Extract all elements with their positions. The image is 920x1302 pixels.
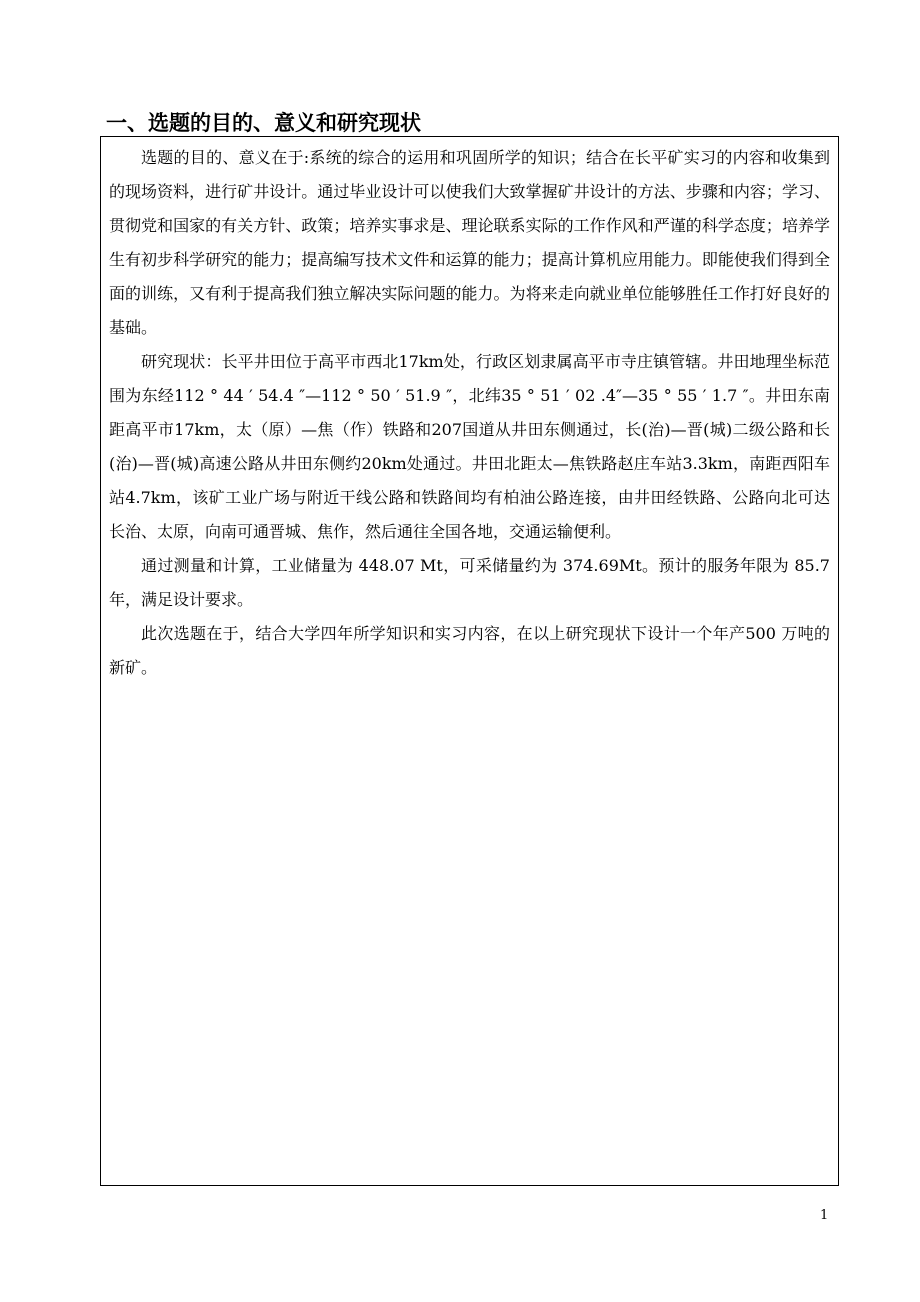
paragraph-purpose: 选题的目的、意义在于:系统的综合的运用和巩固所学的知识；结合在长平矿实习的内容和收集到的现场资料，进行矿井设计。通过毕业设计可以使我们大致掌握矿井设计的方法、步骤和内容；学习、贯彻党和国家的有关方针、政策；培养实事求是、理论联系实际的工作作风和严谨的科学态度；培养学生有初步科学研究的能力；提高编写技术文件和运算的能力；提高计算机应用能力。即能使我们得到全面的训练，又有利于提高我们独立解决实际问题的能力。为将来走向就业单位能够胜任工作打好良好的基础。 [109,148,830,337]
section-heading: 一、选题的目的、意义和研究现状 [106,111,421,135]
paragraph-design-goal: 此次选题在于，结合大学四年所学知识和实习内容，在以上研究现状下设计一个年产500 万吨的新矿。 [109,624,830,677]
paragraph-reserves: 通过测量和计算，工业储量为 448.07 Mt，可采储量约为 374.69Mt。预计的服务年限为 85.7 年，满足设计要求。 [109,556,830,609]
content-box [100,136,839,1186]
paragraph-research-status: 研究现状：长平井田位于高平市西北17km处，行政区划隶属高平市寺庄镇管辖。井田地理坐标范围为东经112 ° 44 ′ 54.4 ″—112 ° 50 ′ 51.9 ″，北纬35 ° 51 ′ 02 .4″—35 ° 55 ′ 1.7 ″。井田东南距高平市17km，太（原）—焦（作）铁路和207国道从井田东侧通过，长(治)—晋(城)二级公路和长(治)—晋(城)高速公路从井田东侧约20km处通过。井田北距太—焦铁路赵庄车站3.3km，南距西阳车站4.7km，该矿工业广场与附近干线公路和铁路间均有柏油公路连接，由井田经铁路、公路向北可达长治、太原，向南可通晋城、焦作，然后通往全国各地，交通运输便利。 [109,352,830,541]
page-number: 1 [820,1208,829,1223]
